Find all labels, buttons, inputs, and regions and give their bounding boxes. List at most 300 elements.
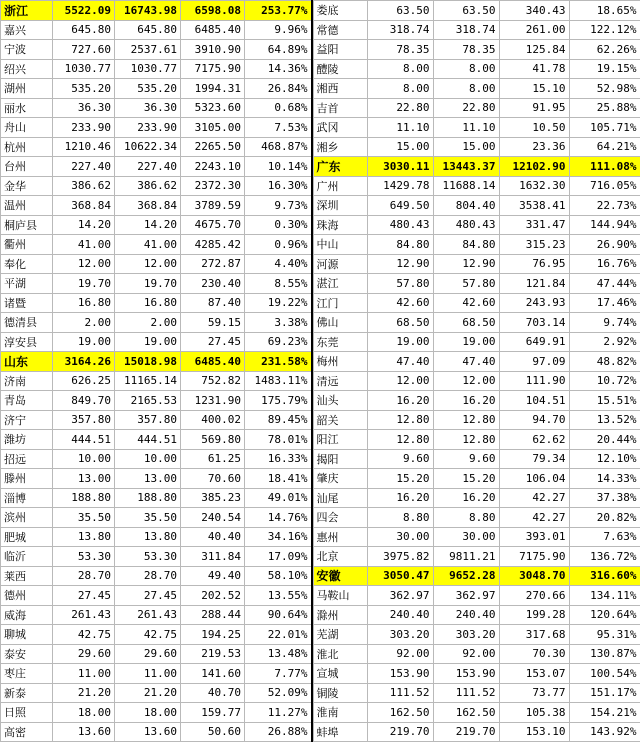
city-name-cell[interactable]: 衢州 [1,235,53,255]
value-cell-2[interactable]: 227.40 [115,157,181,177]
value-cell-3[interactable]: 27.45 [181,332,245,352]
city-name-cell[interactable]: 蚌埠 [313,722,367,742]
city-name-cell[interactable]: 招远 [1,449,53,469]
city-name-cell[interactable]: 聊城 [1,625,53,645]
value-cell-3[interactable]: 79.34 [499,449,569,469]
value-cell-2[interactable]: 19.00 [433,332,499,352]
value-cell-3[interactable]: 62.62 [499,430,569,450]
value-cell-2[interactable]: 188.80 [115,488,181,508]
value-cell-2[interactable]: 8.80 [433,508,499,528]
percent-cell[interactable]: 9.73% [245,196,312,216]
value-cell-3[interactable]: 2372.30 [181,176,245,196]
city-name-cell[interactable]: 诸暨 [1,293,53,313]
percent-cell[interactable]: 34.16% [245,527,312,547]
value-cell-3[interactable]: 6485.40 [181,20,245,40]
value-cell-2[interactable]: 42.60 [433,293,499,313]
city-name-cell[interactable]: 益阳 [313,40,367,60]
percent-cell[interactable]: 47.44% [569,274,640,294]
value-cell-3[interactable]: 50.60 [181,722,245,742]
value-cell-3[interactable]: 94.70 [499,410,569,430]
value-cell-3[interactable]: 125.84 [499,40,569,60]
percent-cell[interactable]: 9.74% [569,313,640,333]
city-name-cell[interactable]: 湛江 [313,274,367,294]
value-cell-1[interactable]: 92.00 [367,644,433,664]
value-cell-1[interactable]: 357.80 [53,410,115,430]
percent-cell[interactable]: 26.90% [569,235,640,255]
value-cell-2[interactable]: 9811.21 [433,547,499,567]
value-cell-1[interactable]: 3030.11 [367,157,433,177]
city-name-cell[interactable]: 佛山 [313,313,367,333]
value-cell-3[interactable]: 3538.41 [499,196,569,216]
value-cell-2[interactable]: 15.20 [433,469,499,489]
value-cell-2[interactable]: 47.40 [433,352,499,372]
value-cell-1[interactable]: 14.20 [53,215,115,235]
value-cell-1[interactable]: 35.50 [53,508,115,528]
value-cell-1[interactable]: 318.74 [367,20,433,40]
value-cell-3[interactable]: 649.91 [499,332,569,352]
percent-cell[interactable]: 58.10% [245,566,312,586]
percent-cell[interactable]: 13.48% [245,644,312,664]
percent-cell[interactable]: 16.76% [569,254,640,274]
value-cell-1[interactable]: 849.70 [53,391,115,411]
value-cell-2[interactable]: 14.20 [115,215,181,235]
value-cell-1[interactable]: 261.43 [53,605,115,625]
city-name-cell[interactable]: 新泰 [1,683,53,703]
city-name-cell[interactable]: 宁波 [1,40,53,60]
value-cell-1[interactable]: 9.60 [367,449,433,469]
city-name-cell[interactable]: 滨州 [1,508,53,528]
value-cell-2[interactable]: 41.00 [115,235,181,255]
value-cell-1[interactable]: 18.00 [53,703,115,723]
value-cell-2[interactable]: 35.50 [115,508,181,528]
value-cell-1[interactable]: 386.62 [53,176,115,196]
percent-cell[interactable]: 89.45% [245,410,312,430]
value-cell-1[interactable]: 63.50 [367,1,433,21]
percent-cell[interactable]: 100.54% [569,664,640,684]
city-name-cell[interactable]: 清远 [313,371,367,391]
value-cell-1[interactable]: 19.00 [53,332,115,352]
value-cell-3[interactable]: 2265.50 [181,137,245,157]
value-cell-2[interactable]: 12.80 [433,410,499,430]
value-cell-3[interactable]: 15.10 [499,79,569,99]
value-cell-3[interactable]: 6598.08 [181,1,245,21]
value-cell-3[interactable]: 70.60 [181,469,245,489]
percent-cell[interactable]: 111.08% [569,157,640,177]
value-cell-1[interactable]: 368.84 [53,196,115,216]
city-name-cell[interactable]: 吉首 [313,98,367,118]
value-cell-2[interactable]: 162.50 [433,703,499,723]
value-cell-2[interactable]: 12.00 [115,254,181,274]
city-name-cell[interactable]: 日照 [1,703,53,723]
value-cell-2[interactable]: 9652.28 [433,566,499,586]
value-cell-3[interactable]: 199.28 [499,605,569,625]
value-cell-2[interactable]: 53.30 [115,547,181,567]
city-name-cell[interactable]: 淮南 [313,703,367,723]
percent-cell[interactable]: 95.31% [569,625,640,645]
city-name-cell[interactable]: 嘉兴 [1,20,53,40]
value-cell-3[interactable]: 70.30 [499,644,569,664]
value-cell-1[interactable]: 36.30 [53,98,115,118]
percent-cell[interactable]: 7.63% [569,527,640,547]
value-cell-3[interactable]: 3105.00 [181,118,245,138]
percent-cell[interactable]: 12.10% [569,449,640,469]
value-cell-3[interactable]: 243.93 [499,293,569,313]
value-cell-3[interactable]: 3048.70 [499,566,569,586]
value-cell-2[interactable]: 28.70 [115,566,181,586]
value-cell-3[interactable]: 97.09 [499,352,569,372]
value-cell-1[interactable]: 11.00 [53,664,115,684]
value-cell-3[interactable]: 4285.42 [181,235,245,255]
city-name-cell[interactable]: 湖州 [1,79,53,99]
value-cell-2[interactable]: 16.20 [433,391,499,411]
value-cell-2[interactable]: 645.80 [115,20,181,40]
percent-cell[interactable]: 22.73% [569,196,640,216]
value-cell-3[interactable]: 91.95 [499,98,569,118]
percent-cell[interactable]: 22.01% [245,625,312,645]
city-name-cell[interactable]: 东莞 [313,332,367,352]
value-cell-1[interactable]: 22.80 [367,98,433,118]
percent-cell[interactable]: 231.58% [245,352,312,372]
value-cell-1[interactable]: 30.00 [367,527,433,547]
percent-cell[interactable]: 10.72% [569,371,640,391]
value-cell-2[interactable]: 12.00 [433,371,499,391]
value-cell-1[interactable]: 16.20 [367,488,433,508]
value-cell-1[interactable]: 303.20 [367,625,433,645]
value-cell-1[interactable]: 1210.46 [53,137,115,157]
value-cell-3[interactable]: 87.40 [181,293,245,313]
value-cell-1[interactable]: 3164.26 [53,352,115,372]
value-cell-1[interactable]: 111.52 [367,683,433,703]
percent-cell[interactable]: 122.12% [569,20,640,40]
value-cell-2[interactable]: 15018.98 [115,352,181,372]
city-name-cell[interactable]: 淳安县 [1,332,53,352]
city-name-cell[interactable]: 湘西 [313,79,367,99]
percent-cell[interactable]: 175.79% [245,391,312,411]
value-cell-3[interactable]: 1231.90 [181,391,245,411]
value-cell-3[interactable]: 40.40 [181,527,245,547]
value-cell-1[interactable]: 19.00 [367,332,433,352]
value-cell-1[interactable]: 13.00 [53,469,115,489]
value-cell-1[interactable]: 68.50 [367,313,433,333]
value-cell-3[interactable]: 272.87 [181,254,245,274]
value-cell-3[interactable]: 40.70 [181,683,245,703]
value-cell-2[interactable]: 63.50 [433,1,499,21]
value-cell-1[interactable]: 12.00 [53,254,115,274]
percent-cell[interactable]: 253.77% [245,1,312,21]
value-cell-3[interactable]: 12102.90 [499,157,569,177]
value-cell-1[interactable]: 1030.77 [53,59,115,79]
value-cell-2[interactable]: 22.80 [433,98,499,118]
value-cell-1[interactable]: 649.50 [367,196,433,216]
city-name-cell[interactable]: 平湖 [1,274,53,294]
value-cell-2[interactable]: 21.20 [115,683,181,703]
value-cell-2[interactable]: 2165.53 [115,391,181,411]
value-cell-1[interactable]: 3050.47 [367,566,433,586]
value-cell-2[interactable]: 78.35 [433,40,499,60]
percent-cell[interactable]: 4.40% [245,254,312,274]
value-cell-3[interactable]: 73.77 [499,683,569,703]
value-cell-2[interactable]: 318.74 [433,20,499,40]
value-cell-1[interactable]: 444.51 [53,430,115,450]
percent-cell[interactable]: 120.64% [569,605,640,625]
value-cell-2[interactable]: 27.45 [115,586,181,606]
value-cell-1[interactable]: 233.90 [53,118,115,138]
value-cell-2[interactable]: 153.90 [433,664,499,684]
city-name-cell[interactable]: 绍兴 [1,59,53,79]
value-cell-3[interactable]: 270.66 [499,586,569,606]
percent-cell[interactable]: 26.84% [245,79,312,99]
city-name-cell[interactable]: 济宁 [1,410,53,430]
value-cell-1[interactable]: 53.30 [53,547,115,567]
value-cell-3[interactable]: 42.27 [499,488,569,508]
value-cell-1[interactable]: 727.60 [53,40,115,60]
value-cell-2[interactable]: 13443.37 [433,157,499,177]
percent-cell[interactable]: 105.71% [569,118,640,138]
value-cell-3[interactable]: 331.47 [499,215,569,235]
percent-cell[interactable]: 0.96% [245,235,312,255]
value-cell-1[interactable]: 188.80 [53,488,115,508]
value-cell-2[interactable]: 240.40 [433,605,499,625]
value-cell-3[interactable]: 288.44 [181,605,245,625]
city-name-cell[interactable]: 滕州 [1,469,53,489]
value-cell-1[interactable]: 535.20 [53,79,115,99]
value-cell-2[interactable]: 12.90 [433,254,499,274]
value-cell-3[interactable]: 10.50 [499,118,569,138]
percent-cell[interactable]: 18.41% [245,469,312,489]
value-cell-1[interactable]: 3975.82 [367,547,433,567]
percent-cell[interactable]: 0.30% [245,215,312,235]
percent-cell[interactable]: 90.64% [245,605,312,625]
value-cell-1[interactable]: 162.50 [367,703,433,723]
city-name-cell[interactable]: 四会 [313,508,367,528]
city-name-cell[interactable]: 滁州 [313,605,367,625]
value-cell-3[interactable]: 703.14 [499,313,569,333]
city-name-cell[interactable]: 德州 [1,586,53,606]
city-name-cell[interactable]: 威海 [1,605,53,625]
value-cell-2[interactable]: 362.97 [433,586,499,606]
value-cell-1[interactable]: 227.40 [53,157,115,177]
percent-cell[interactable]: 154.21% [569,703,640,723]
value-cell-3[interactable]: 104.51 [499,391,569,411]
value-cell-2[interactable]: 10.00 [115,449,181,469]
percent-cell[interactable]: 134.11% [569,586,640,606]
city-name-cell[interactable]: 浙江 [1,1,53,21]
value-cell-2[interactable]: 386.62 [115,176,181,196]
percent-cell[interactable]: 151.17% [569,683,640,703]
value-cell-3[interactable]: 41.78 [499,59,569,79]
value-cell-2[interactable]: 8.00 [433,79,499,99]
value-cell-2[interactable]: 84.80 [433,235,499,255]
percent-cell[interactable]: 37.38% [569,488,640,508]
percent-cell[interactable]: 48.82% [569,352,640,372]
city-name-cell[interactable]: 江门 [313,293,367,313]
percent-cell[interactable]: 15.51% [569,391,640,411]
value-cell-1[interactable]: 16.20 [367,391,433,411]
value-cell-3[interactable]: 569.80 [181,430,245,450]
value-cell-3[interactable]: 219.53 [181,644,245,664]
value-cell-2[interactable]: 68.50 [433,313,499,333]
percent-cell[interactable]: 18.65% [569,1,640,21]
value-cell-1[interactable]: 8.80 [367,508,433,528]
value-cell-1[interactable]: 362.97 [367,586,433,606]
value-cell-2[interactable]: 9.60 [433,449,499,469]
value-cell-2[interactable]: 18.00 [115,703,181,723]
percent-cell[interactable]: 144.94% [569,215,640,235]
percent-cell[interactable]: 8.55% [245,274,312,294]
percent-cell[interactable]: 25.88% [569,98,640,118]
value-cell-2[interactable]: 11688.14 [433,176,499,196]
value-cell-2[interactable]: 11165.14 [115,371,181,391]
value-cell-2[interactable]: 13.60 [115,722,181,742]
city-name-cell[interactable]: 马鞍山 [313,586,367,606]
city-name-cell[interactable]: 安徽 [313,566,367,586]
value-cell-1[interactable]: 11.10 [367,118,433,138]
value-cell-1[interactable]: 8.00 [367,79,433,99]
city-name-cell[interactable]: 武冈 [313,118,367,138]
city-name-cell[interactable]: 舟山 [1,118,53,138]
percent-cell[interactable]: 14.33% [569,469,640,489]
value-cell-2[interactable]: 57.80 [433,274,499,294]
value-cell-2[interactable]: 444.51 [115,430,181,450]
city-name-cell[interactable]: 莱西 [1,566,53,586]
value-cell-3[interactable]: 393.01 [499,527,569,547]
value-cell-3[interactable]: 385.23 [181,488,245,508]
city-name-cell[interactable]: 温州 [1,196,53,216]
value-cell-3[interactable]: 141.60 [181,664,245,684]
value-cell-1[interactable]: 153.90 [367,664,433,684]
value-cell-2[interactable]: 12.80 [433,430,499,450]
city-name-cell[interactable]: 珠海 [313,215,367,235]
value-cell-2[interactable]: 16.80 [115,293,181,313]
value-cell-1[interactable]: 15.20 [367,469,433,489]
value-cell-3[interactable]: 1994.31 [181,79,245,99]
value-cell-1[interactable]: 41.00 [53,235,115,255]
value-cell-3[interactable]: 230.40 [181,274,245,294]
city-name-cell[interactable]: 青岛 [1,391,53,411]
city-name-cell[interactable]: 铜陵 [313,683,367,703]
percent-cell[interactable]: 468.87% [245,137,312,157]
city-name-cell[interactable]: 泰安 [1,644,53,664]
value-cell-3[interactable]: 400.02 [181,410,245,430]
value-cell-2[interactable]: 804.40 [433,196,499,216]
value-cell-1[interactable]: 12.80 [367,430,433,450]
value-cell-2[interactable]: 29.60 [115,644,181,664]
percent-cell[interactable]: 69.23% [245,332,312,352]
percent-cell[interactable]: 14.36% [245,59,312,79]
city-name-cell[interactable]: 台州 [1,157,53,177]
value-cell-2[interactable]: 19.70 [115,274,181,294]
city-name-cell[interactable]: 桐庐县 [1,215,53,235]
value-cell-2[interactable]: 303.20 [433,625,499,645]
percent-cell[interactable]: 20.44% [569,430,640,450]
value-cell-3[interactable]: 153.07 [499,664,569,684]
percent-cell[interactable]: 7.77% [245,664,312,684]
percent-cell[interactable]: 19.15% [569,59,640,79]
value-cell-1[interactable]: 480.43 [367,215,433,235]
percent-cell[interactable]: 0.68% [245,98,312,118]
city-name-cell[interactable]: 阳江 [313,430,367,450]
value-cell-3[interactable]: 7175.90 [499,547,569,567]
city-name-cell[interactable]: 梅州 [313,352,367,372]
value-cell-2[interactable]: 13.00 [115,469,181,489]
percent-cell[interactable]: 13.55% [245,586,312,606]
value-cell-3[interactable]: 340.43 [499,1,569,21]
value-cell-1[interactable]: 626.25 [53,371,115,391]
value-cell-3[interactable]: 76.95 [499,254,569,274]
value-cell-2[interactable]: 36.30 [115,98,181,118]
value-cell-1[interactable]: 2.00 [53,313,115,333]
value-cell-3[interactable]: 121.84 [499,274,569,294]
value-cell-1[interactable]: 1429.78 [367,176,433,196]
value-cell-1[interactable]: 12.90 [367,254,433,274]
value-cell-2[interactable]: 261.43 [115,605,181,625]
value-cell-1[interactable]: 29.60 [53,644,115,664]
percent-cell[interactable]: 20.82% [569,508,640,528]
city-name-cell[interactable]: 宣城 [313,664,367,684]
city-name-cell[interactable]: 肇庆 [313,469,367,489]
city-name-cell[interactable]: 肥城 [1,527,53,547]
value-cell-1[interactable]: 13.80 [53,527,115,547]
city-name-cell[interactable]: 广东 [313,157,367,177]
city-name-cell[interactable]: 杭州 [1,137,53,157]
value-cell-3[interactable]: 153.10 [499,722,569,742]
value-cell-3[interactable]: 5323.60 [181,98,245,118]
city-name-cell[interactable]: 德清县 [1,313,53,333]
city-name-cell[interactable]: 山东 [1,352,53,372]
percent-cell[interactable]: 130.87% [569,644,640,664]
city-name-cell[interactable]: 中山 [313,235,367,255]
city-name-cell[interactable]: 北京 [313,547,367,567]
value-cell-2[interactable]: 19.00 [115,332,181,352]
value-cell-3[interactable]: 311.84 [181,547,245,567]
value-cell-3[interactable]: 59.15 [181,313,245,333]
city-name-cell[interactable]: 醴陵 [313,59,367,79]
value-cell-1[interactable]: 219.70 [367,722,433,742]
percent-cell[interactable]: 64.89% [245,40,312,60]
value-cell-2[interactable]: 535.20 [115,79,181,99]
value-cell-2[interactable]: 42.75 [115,625,181,645]
value-cell-1[interactable]: 78.35 [367,40,433,60]
percent-cell[interactable]: 62.26% [569,40,640,60]
city-name-cell[interactable]: 临沂 [1,547,53,567]
value-cell-1[interactable]: 645.80 [53,20,115,40]
city-name-cell[interactable]: 惠州 [313,527,367,547]
city-name-cell[interactable]: 金华 [1,176,53,196]
value-cell-3[interactable]: 61.25 [181,449,245,469]
percent-cell[interactable]: 13.52% [569,410,640,430]
value-cell-3[interactable]: 3910.90 [181,40,245,60]
value-cell-2[interactable]: 368.84 [115,196,181,216]
value-cell-1[interactable]: 42.75 [53,625,115,645]
city-name-cell[interactable]: 丽水 [1,98,53,118]
value-cell-2[interactable]: 233.90 [115,118,181,138]
value-cell-3[interactable]: 105.38 [499,703,569,723]
value-cell-2[interactable]: 480.43 [433,215,499,235]
value-cell-3[interactable]: 317.68 [499,625,569,645]
city-name-cell[interactable]: 揭阳 [313,449,367,469]
value-cell-2[interactable]: 2.00 [115,313,181,333]
city-name-cell[interactable]: 韶关 [313,410,367,430]
value-cell-2[interactable]: 357.80 [115,410,181,430]
value-cell-2[interactable]: 8.00 [433,59,499,79]
percent-cell[interactable]: 143.92% [569,722,640,742]
city-name-cell[interactable]: 常德 [313,20,367,40]
percent-cell[interactable]: 3.38% [245,313,312,333]
value-cell-3[interactable]: 23.36 [499,137,569,157]
city-name-cell[interactable]: 潍坊 [1,430,53,450]
percent-cell[interactable]: 52.98% [569,79,640,99]
value-cell-1[interactable]: 42.60 [367,293,433,313]
